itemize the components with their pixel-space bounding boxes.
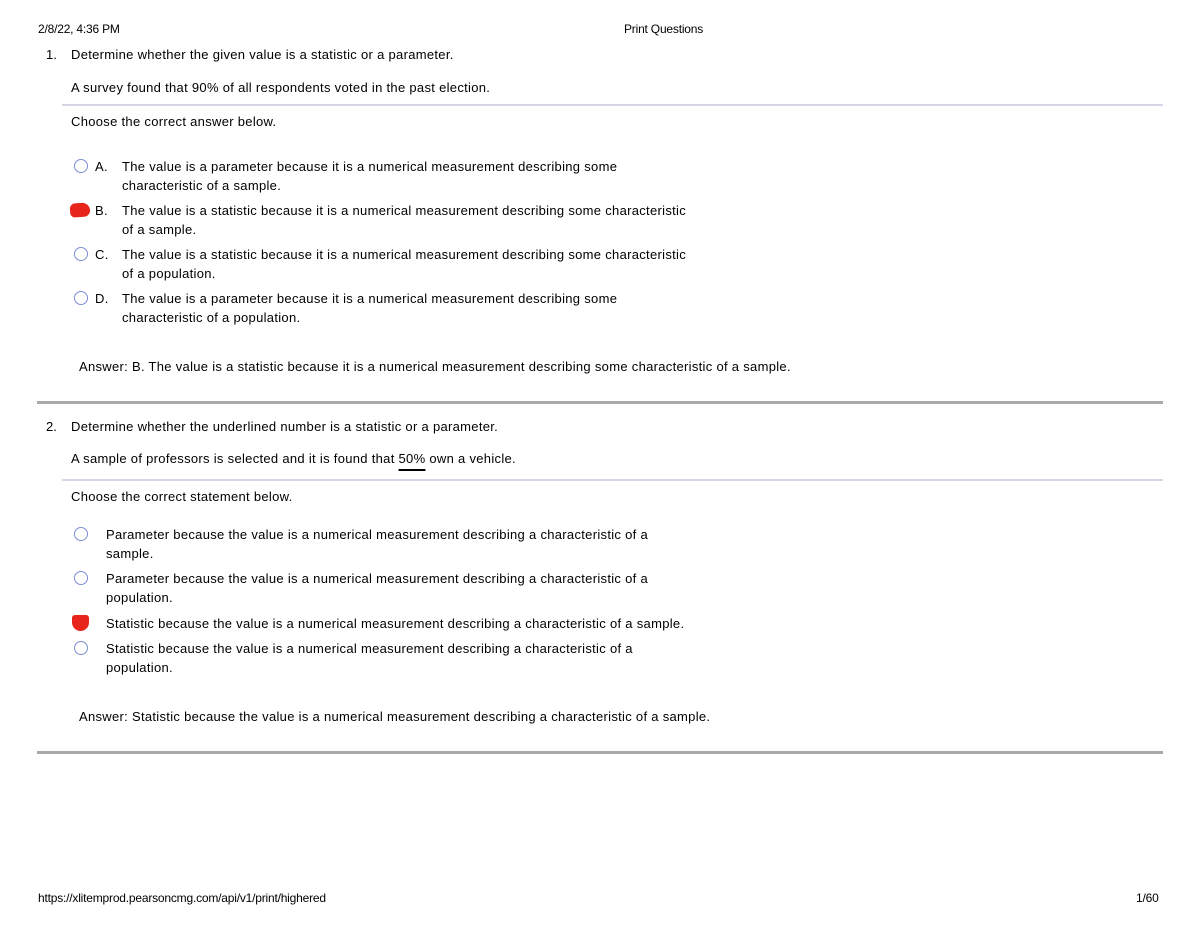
question-separator	[37, 401, 1163, 404]
radio-option-c[interactable]	[74, 247, 88, 261]
answer-text: Answer: Statistic because the value is a numerical measurement describing a characteristic of a sample.	[79, 709, 711, 724]
print-datetime: 2/8/22, 4:36 PM	[38, 22, 120, 36]
selected-answer-mark[interactable]	[70, 202, 91, 217]
radio-option-2[interactable]	[74, 571, 88, 585]
print-title: Print Questions	[624, 22, 704, 36]
option-1-text: Parameter because the value is a numerical measurement describing a characteristic of a sample.	[106, 527, 649, 561]
question-prompt: Determine whether the given value is a statistic or a parameter.	[71, 47, 454, 62]
option-3-text: Statistic because the value is a numerical measurement describing a characteristic of a sample.	[106, 616, 685, 631]
option-letter: D.	[95, 291, 109, 306]
question-separator	[37, 751, 1163, 754]
question-instruction: Choose the correct answer below.	[71, 114, 277, 129]
option-b-text: The value is a statistic because it is a numerical measurement describing some characteristic of a sample.	[122, 203, 687, 237]
divider	[62, 479, 1163, 481]
answer-text: Answer: B. The value is a statistic because it is a numerical measurement describing some characteristic of a sample.	[79, 359, 791, 374]
option-c-text: The value is a statistic because it is a numerical measurement describing some characteristic of a population.	[122, 247, 687, 281]
question-statement: A sample of professors is selected and it is found that 50% own a vehicle.	[71, 451, 516, 466]
radio-option-4[interactable]	[74, 641, 88, 655]
radio-option-1[interactable]	[74, 527, 88, 541]
divider	[62, 104, 1163, 106]
option-a-text: The value is a parameter because it is a numerical measurement describing some characteristic of a sample.	[122, 159, 618, 193]
question-number: 2.	[46, 419, 57, 434]
question-statement: A survey found that 90% of all respondents voted in the past election.	[71, 80, 491, 95]
option-4-text: Statistic because the value is a numerical measurement describing a characteristic of a population.	[106, 641, 633, 675]
question-prompt: Determine whether the underlined number is a statistic or a parameter.	[71, 419, 499, 434]
option-2-text: Parameter because the value is a numerical measurement describing a characteristic of a population.	[106, 571, 649, 605]
radio-option-d[interactable]	[74, 291, 88, 305]
print-url: https://xlitemprod.pearsoncmg.com/api/v1/print/highered	[38, 891, 326, 905]
option-d-text: The value is a parameter because it is a numerical measurement describing some characteristic of a population.	[122, 291, 618, 325]
selected-answer-mark[interactable]	[72, 615, 89, 631]
underlined-value: 50%	[398, 451, 426, 466]
question-instruction: Choose the correct statement below.	[71, 489, 293, 504]
option-letter: A.	[95, 159, 108, 174]
question-number: 1.	[46, 47, 57, 62]
radio-option-a[interactable]	[74, 159, 88, 173]
page-number: 1/60	[1136, 891, 1159, 905]
option-letter: C.	[95, 247, 109, 262]
option-letter: B.	[95, 203, 108, 218]
